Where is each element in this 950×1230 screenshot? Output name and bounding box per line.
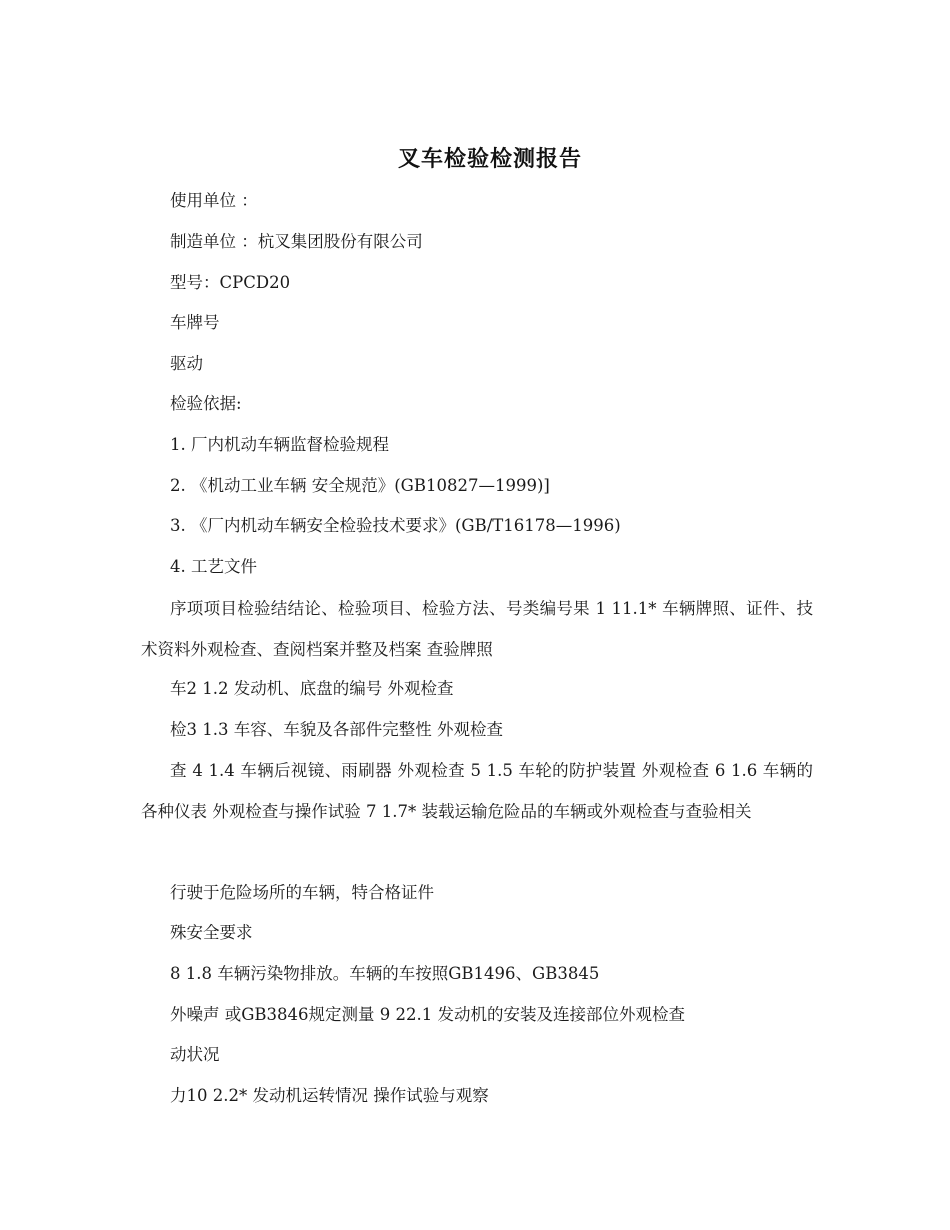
basis-item-3: 3. 《厂内机动车辆安全检验技术要求》(GB/T16178—1996) xyxy=(170,516,621,535)
drive-line: 驱动 xyxy=(170,354,203,373)
inspection-item-line-1-3: 检3 1.3 车容、车貌及各部件完整性 外观检查 xyxy=(170,720,503,739)
inspection-item-line-1-2: 车2 1.2 发动机、底盘的编号 外观检查 xyxy=(170,679,454,698)
emission-line: 8 1.8 车辆污染物排放。车辆的车按照GB1496、GB3845 xyxy=(170,964,600,983)
inspection-basis-heading: 检验依据: xyxy=(170,394,242,413)
manufacturer-line: 制造单位 ：杭叉集团股份有限公司 xyxy=(170,232,423,251)
document-title: 叉车检验检测报告 xyxy=(397,146,582,172)
basis-item-1: 1. 厂内机动车辆监督检验规程 xyxy=(170,435,389,454)
user-unit-line: 使用单位 ： xyxy=(170,191,258,210)
model-line: 型号：CPCD20 xyxy=(170,273,291,292)
plate-number-line: 车牌号 xyxy=(170,313,220,332)
hazard-area-line: 行驶于危险场所的车辆，特合格证件 xyxy=(170,883,434,902)
power-status-line: 动状况 xyxy=(170,1045,220,1064)
engine-operation-line: 力10 2.2* 发动机运转情况 操作试验与观察 xyxy=(170,1086,489,1105)
inspection-items-paragraph-2: 查 4 1.4 车辆后视镜、雨刷器 外观检查 5 1.5 车轮的防护装置 外观检查 6 1.6 车辆的各种仪表 外观检查与操作试验 7 1.7* 装载运输危险品的车辆或外观检查与查验相关 xyxy=(141,761,813,821)
basis-item-2: 2. 《机动工业车辆 安全规范》(GB10827—1999)] xyxy=(170,476,550,495)
basis-item-4: 4. 工艺文件 xyxy=(170,557,257,576)
noise-line: 外噪声 或GB3846规定测量 9 22.1 发动机的安装及连接部位外观检查 xyxy=(170,1005,686,1024)
inspection-items-paragraph-1: 序项项目检验结结论、检验项目、检验方法、号类编号果 1 11.1* 车辆牌照、证件、技术资料外观检查、查阅档案并整及档案 查验牌照 xyxy=(141,599,813,659)
special-safety-line: 殊安全要求 xyxy=(170,923,253,942)
